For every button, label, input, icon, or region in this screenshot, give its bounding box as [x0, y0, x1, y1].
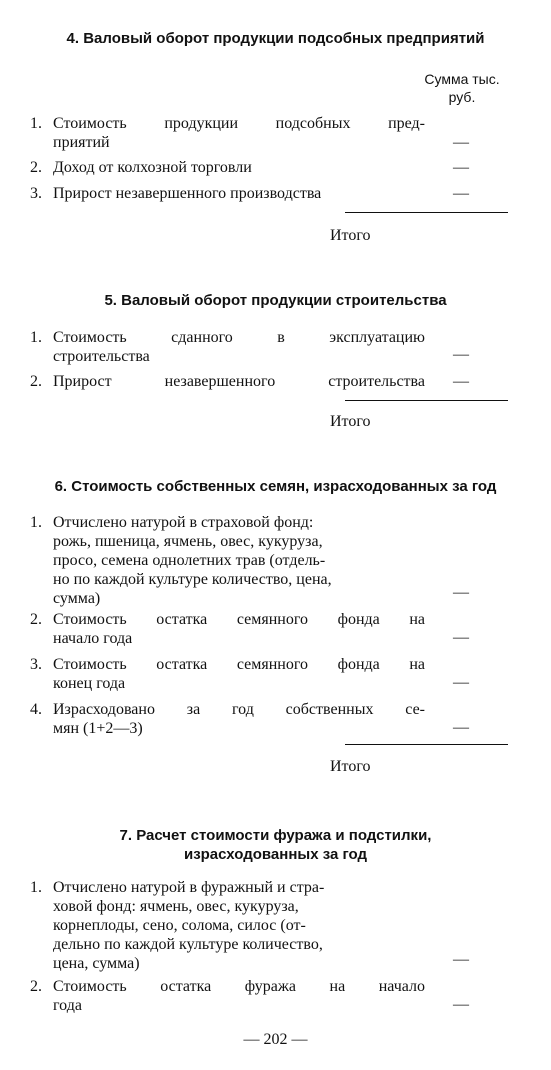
item-text	[53, 700, 425, 738]
item-text-line: мян (1+2—3)	[53, 720, 143, 737]
item-text	[53, 328, 425, 366]
section-6-item-4-value: —	[453, 719, 469, 736]
item-text-line: рожь, пшеница, ячмень, овес, кукуруза,	[53, 533, 323, 550]
item-number: 2.	[30, 159, 42, 176]
item-text-line: Стоимость остатка семянного фонда на	[53, 611, 425, 628]
item-number: 1.	[30, 514, 42, 531]
item-text-line: Прирост незавершенного производства	[53, 185, 322, 202]
column-header-line: руб.	[448, 89, 476, 105]
item-text-line: приятий	[53, 134, 110, 151]
item-text-line: сумма)	[53, 590, 101, 607]
item-number: 1.	[30, 115, 42, 132]
section-5-total-label: Итого	[330, 413, 371, 430]
section-4-title: 4. Валовый оборот продукции подсобных предприятий	[66, 30, 485, 47]
column-header-amount	[410, 70, 514, 106]
section-4-total-label: Итого	[330, 227, 371, 244]
item-text	[53, 158, 425, 177]
section-7-item-2-value: —	[453, 996, 469, 1013]
section-7-item-1-value: —	[453, 951, 469, 968]
section-5-title: 5. Валовый оборот продукции строительства	[104, 292, 447, 309]
page-number: — 202 —	[243, 1031, 308, 1048]
section-6-item-2-value: —	[453, 629, 469, 646]
item-text-line: ховой фонд: ячмень, овес, кукуруза,	[53, 898, 299, 915]
item-text-line: Стоимость остатка семянного фонда на	[53, 656, 425, 673]
section-6-item-1-value: —	[453, 584, 469, 601]
section-6-title: 6. Стоимость собственных семян, израсходованных за год	[54, 478, 497, 495]
item-number: 3.	[30, 656, 42, 673]
item-text	[53, 114, 425, 152]
section-5-item-1-value: —	[453, 346, 469, 363]
item-text-line: Доход от колхозной торговли	[53, 159, 252, 176]
item-number: 3.	[30, 185, 42, 202]
total-rule	[345, 212, 508, 213]
section-4-item-3-value: —	[453, 185, 469, 202]
item-text-line: Отчислено натурой в страховой фонд:	[53, 514, 314, 531]
section-7-title-line: 7. Расчет стоимости фуража и подстилки,	[119, 827, 432, 844]
item-text	[53, 372, 425, 391]
total-rule	[345, 744, 508, 745]
item-text-line: строительства	[53, 348, 150, 365]
section-4-item-2-value: —	[453, 159, 469, 176]
item-text	[53, 184, 425, 203]
section-5-item-2-value: —	[453, 373, 469, 390]
item-text-line: просо, семена однолетних трав (отдель-	[53, 552, 326, 569]
item-text	[53, 977, 425, 1015]
section-4-item-1-value: —	[453, 134, 469, 151]
item-number: 4.	[30, 701, 42, 718]
item-text-line: года	[53, 997, 82, 1014]
section-7-title	[0, 826, 551, 864]
item-text-line: начало года	[53, 630, 133, 647]
item-text-line: Прирост незавершенного строительства	[53, 373, 425, 390]
item-text-line: дельно по каждой культуре количество,	[53, 936, 323, 953]
item-text-line: Израсходовано за год собственных се-	[53, 701, 425, 718]
item-text-line: Стоимость продукции подсобных пред-	[53, 115, 425, 132]
section-7-title-line: израсходованных за год	[183, 846, 368, 863]
item-number: 1.	[30, 329, 42, 346]
item-text-line: Стоимость остатка фуража на начало	[53, 978, 425, 995]
item-text	[53, 610, 425, 648]
item-number: 1.	[30, 879, 42, 896]
item-text-line: корнеплоды, сено, солома, силос (от-	[53, 917, 306, 934]
item-text-line: Стоимость сданного в эксплуатацию	[53, 329, 425, 346]
item-number: 2.	[30, 978, 42, 995]
item-text-line: цена, сумма)	[53, 955, 140, 972]
item-text	[53, 513, 425, 608]
section-6-item-3-value: —	[453, 674, 469, 691]
item-text-line: но по каждой культуре количество, цена,	[53, 571, 332, 588]
column-header-line: Сумма тыс.	[424, 71, 500, 87]
item-number: 2.	[30, 373, 42, 390]
item-text	[53, 655, 425, 693]
item-text-line: конец года	[53, 675, 126, 692]
total-rule	[345, 400, 508, 401]
item-text	[53, 878, 425, 973]
item-text-line: Отчислено натурой в фуражный и стра-	[53, 879, 325, 896]
section-6-total-label: Итого	[330, 758, 371, 775]
item-number: 2.	[30, 611, 42, 628]
